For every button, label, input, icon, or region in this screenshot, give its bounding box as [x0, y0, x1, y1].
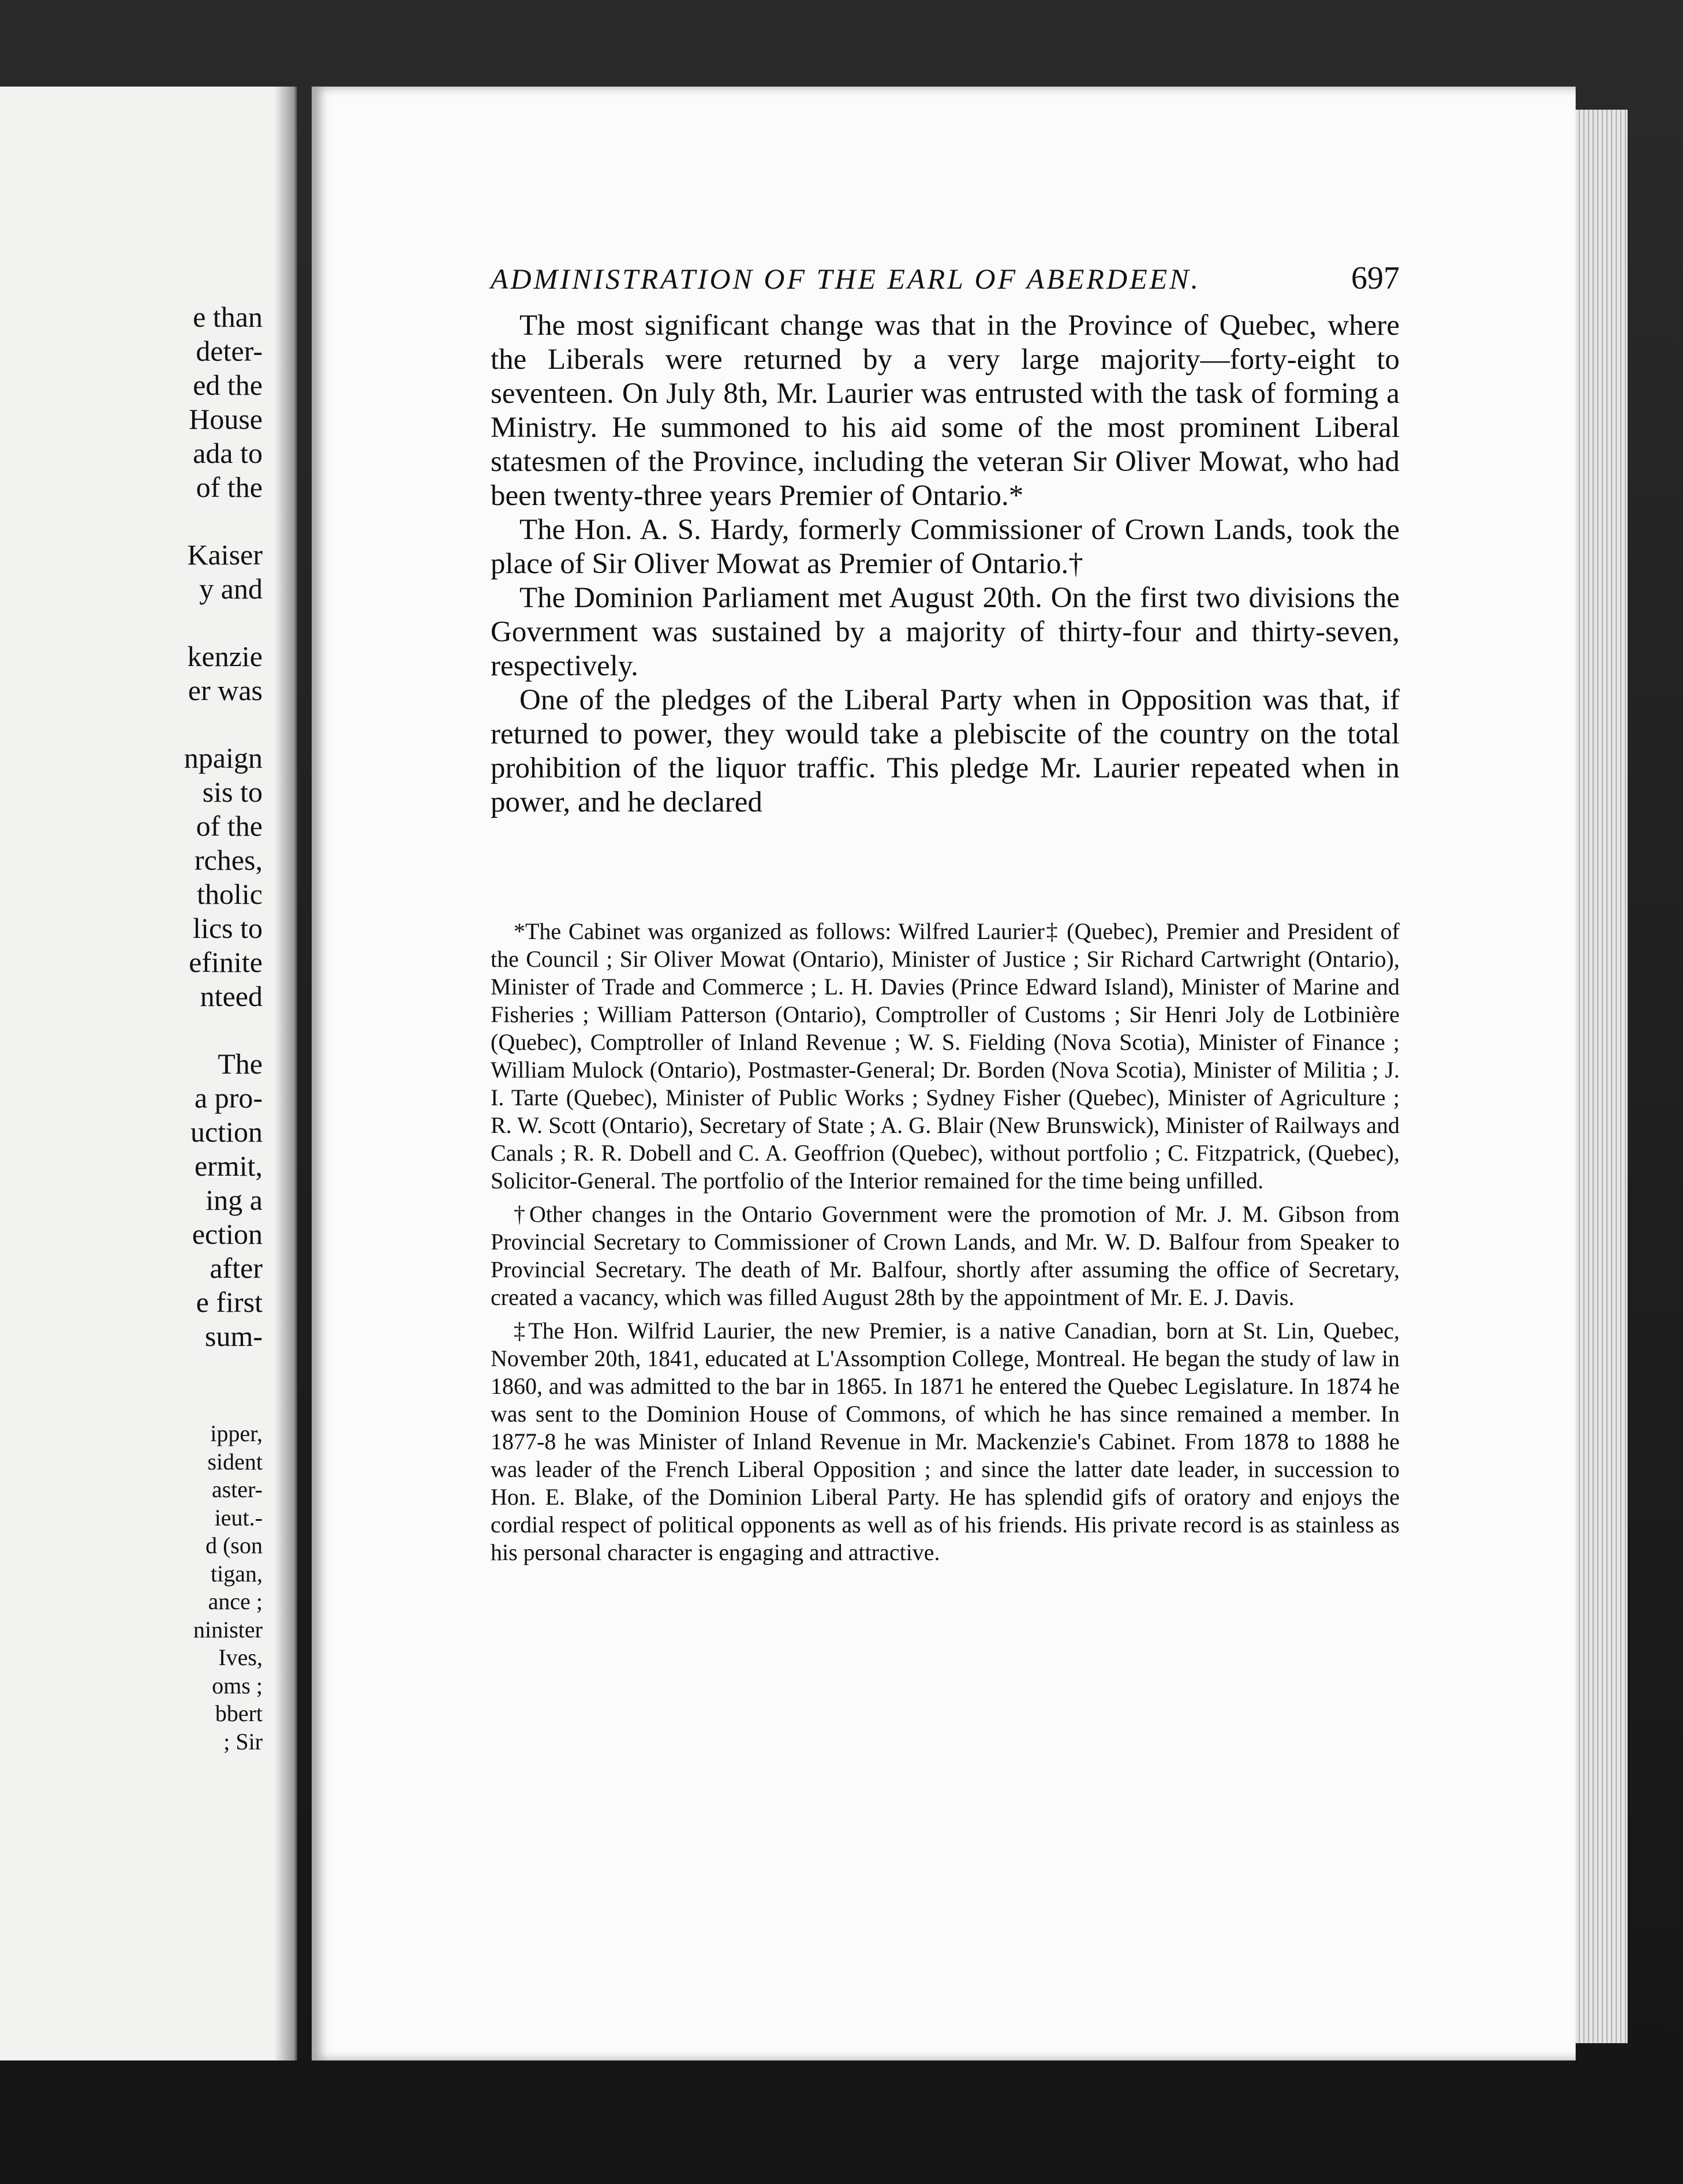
text-fragment: y and [199, 573, 263, 605]
text-fragment: sis to [202, 776, 263, 808]
text-fragment: House [189, 403, 263, 435]
text-fragment: e first [196, 1286, 263, 1318]
text-fragment: e than [193, 301, 263, 333]
running-head-title: ADMINISTRATION OF THE EARL OF ABERDEEN. [491, 263, 1200, 295]
text-fragment: ed the [193, 369, 263, 401]
left-page-footnote-text [193, 1420, 263, 1756]
text-fragment: oms ; [212, 1672, 263, 1699]
text-fragment: ermit, [194, 1150, 263, 1182]
text-fragment: ing a [205, 1184, 263, 1216]
text-fragment: aster- [211, 1476, 263, 1502]
text-fragment: sum- [205, 1320, 263, 1352]
text-fragment: ada to [193, 437, 263, 469]
text-fragment: tigan, [211, 1560, 263, 1587]
line-gap [184, 708, 263, 741]
text-fragment: deter- [196, 335, 263, 367]
text-fragment: ; Sir [223, 1728, 263, 1755]
text-fragment: ninister [193, 1616, 263, 1643]
paragraph: One of the pledges of the Liberal Party when in Opposition was that, if returned to power, they would take a plebiscite of the country on the total prohibition of the liquor traffic. This pledge Mr. Laurier repeated when in power, and he declared [491, 684, 1400, 818]
text-fragment: of the [196, 471, 263, 503]
book-gutter [274, 87, 297, 2060]
page-number: 697 [1351, 260, 1400, 296]
running-head [491, 260, 1400, 297]
text-fragment: Ives, [218, 1644, 263, 1670]
paragraph: The most significant change was that in the Province of Quebec, where the Liberals were returned by a very large majority—forty-eight to seventeen. On July 8th, Mr. Laurier was entrusted with the task of forming a Ministry. He summoned to his aid some of the most prominent Liberal statesmen of the Province, including the veteran Sir Oliver Mowat, who had been twenty-three years Premier of Ontario.* [491, 309, 1400, 512]
text-fragment: after [210, 1252, 263, 1284]
text-fragment: The [218, 1048, 263, 1080]
page-stack-edge [1576, 110, 1628, 2043]
text-fragment: ance ; [208, 1588, 263, 1614]
text-fragment: ipper, [210, 1420, 263, 1446]
footnote: †Other changes in the Ontario Government were the promotion of Mr. J. M. Gibson from Provincial Secretary to Commissioner of Crown Lands, and Mr. W. D. Balfour from Speaker to Provincial Secretary. The death of Mr. Balfour, shortly after assuming the office of Secretary, created a vacancy, which was filled August 28th by the appointment of Mr. E. J. Davis. [491, 1201, 1400, 1310]
footnotes [491, 918, 1400, 1572]
text-fragment: nteed [200, 980, 263, 1012]
text-fragment: er was [188, 674, 263, 706]
right-page [312, 87, 1576, 2060]
text-fragment: bbert [215, 1700, 263, 1726]
paragraph: The Hon. A. S. Hardy, formerly Commissioner of Crown Lands, took the place of Sir Oliver Mowat as Premier of Ontario.† [491, 514, 1400, 580]
text-fragment: of the [196, 810, 263, 842]
text-fragment: lics to [193, 912, 263, 944]
text-fragment: npaign [184, 742, 263, 774]
text-fragment: Kaiser [187, 538, 263, 571]
text-fragment: ieut.- [214, 1504, 263, 1531]
text-fragment: a pro- [195, 1082, 263, 1114]
text-fragment: rches, [195, 844, 263, 876]
footnote: ‡The Hon. Wilfrid Laurier, the new Premier, is a native Canadian, born at St. Lin, Quebec, November 20th, 1841, educated at L'Assomption College, Montreal. He began the study of law in 1860, and was admitted to the bar in 1865. In 1871 he entered the Quebec Legislature. In 1874 he was sent to the Dominion House of Commons, of which he has since remained a member. In 1877-8 he was Minister of Inland Revenue in Mr. Mackenzie's Cabinet. From 1878 to 1888 he was leader of the French Liberal Opposition ; and since the latter date leader, in succession to Hon. E. Blake, of the Dominion Liberal Party. He has splendid gifs of oratory and enjoys the cordial respect of political opponents as well as of his friends. His private record is as stainless as his personal character is engaging and attractive. [491, 1318, 1400, 1565]
line-gap [184, 504, 263, 538]
body-text [491, 309, 1400, 820]
paragraph: The Dominion Parliament met August 20th. On the first two divisions the Government was sustained by a majority of thirty-four and thirty-seven, respectively. [491, 582, 1400, 682]
footnote: *The Cabinet was organized as follows: Wilfred Laurier‡ (Quebec), Premier and President of the Council ; Sir Oliver Mowat (Ontario), Minister of Justice ; Sir Richard Cartwright (Ontario), Minister of Trade and Commerce ; L. H. Davies (Prince Edward Island), Minister of Marine and Fisheries ; William Patterson (Ontario), Comptroller of Customs ; Sir Henri Joly de Lotbinière (Quebec), Comptroller of Inland Revenue ; W. S. Fielding (Nova Scotia), Minister of Finance ; William Mulock (Ontario), Postmaster-General; Dr. Borden (Nova Scotia), Minister of Militia ; J. I. Tarte (Quebec), Minister of Public Works ; Sydney Fisher (Quebec), Minister of Agriculture ; R. W. Scott (Ontario), Secretary of State ; A. G. Blair (New Brunswick), Minister of Railways and Canals ; R. R. Dobell and C. A. Geoffrion (Quebec), without portfolio ; C. Fitzpatrick, (Quebec), Solicitor-General. The portfolio of the Interior remained for the time being unfilled. [491, 918, 1400, 1194]
text-fragment: kenzie [187, 640, 263, 672]
text-fragment: d (son [205, 1532, 263, 1558]
text-fragment: efinite [189, 946, 263, 978]
text-fragment: tholic [197, 878, 263, 910]
text-fragment: uction [190, 1116, 263, 1148]
text-fragment: sident [207, 1448, 263, 1475]
text-fragment: ection [192, 1218, 263, 1250]
left-page [0, 87, 297, 2060]
line-gap [184, 1014, 263, 1047]
left-page-main-text [184, 300, 263, 1353]
line-gap [184, 606, 263, 640]
